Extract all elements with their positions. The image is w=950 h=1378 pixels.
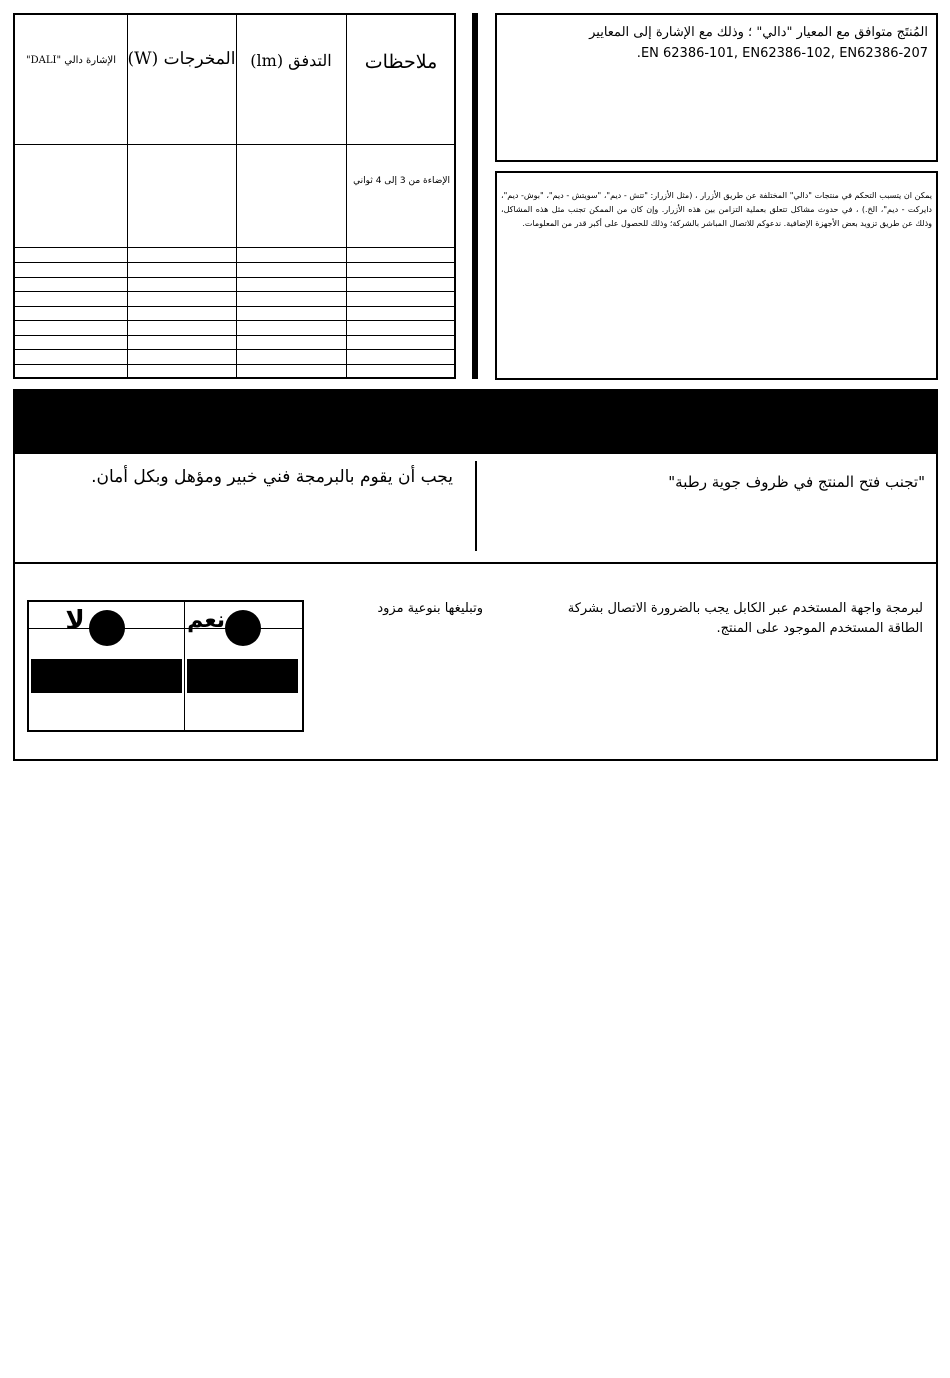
yes-no-divider xyxy=(184,602,185,730)
table-row-divider xyxy=(15,306,454,307)
yes-label: نعم xyxy=(187,608,225,633)
programming-note-line2: الطاقة المستخدم الموجود على المنتج. xyxy=(716,621,923,636)
warning-humidity: "تجنب فتح المنتج في ظروف جوية رطبة" xyxy=(668,473,925,491)
compliance-line2: EN 62386-101, EN62386-102, EN62386-207. xyxy=(636,46,928,61)
programming-note-side: وتبليغها بنوعية مزود xyxy=(377,601,483,616)
table-row-divider xyxy=(15,277,454,278)
black-banner xyxy=(15,391,936,454)
center-divider xyxy=(472,13,478,379)
no-label: لا xyxy=(65,606,85,636)
header-output: المخرجات (W) xyxy=(127,49,236,69)
programming-note-line1: لبرمجة واجهة المستخدم عبر الكابل يجب بالضرورة الاتصال بشركة xyxy=(567,601,923,616)
dali-info-text: يمكن ان يتسبب التحكم في منتجات "دالي" المختلفة عن طريق الأزرار ، (مثل الأزرار: "تتش - ديم"، "سويتش - ديم"، "بوش- ديم"، دايركت - ديم"، الخ.) ، في حدوث مشاكل تتعلق بعملية التزامن بين هذه الأزرار. وإن كان من الممكن تجنب مثل هذه المشاكل، وذلك عن طريق تزويد بعض الأجهزة الإضافية. ندعوكم للاتصال المباشر بالشركة؛ وذلك للحصول على أكبر قدر من المعلومات. xyxy=(501,191,932,228)
warning-divider xyxy=(475,461,477,551)
spec-table xyxy=(13,13,456,379)
table-row-divider xyxy=(15,335,454,336)
table-row-divider xyxy=(15,291,454,292)
no-black-bar xyxy=(31,659,182,693)
yes-black-bar xyxy=(187,659,298,693)
bottom-frame xyxy=(13,389,938,761)
table-row-divider xyxy=(15,144,454,145)
table-row-divider xyxy=(15,262,454,263)
header-dali-signal: الإشارة دالي "DALI" xyxy=(26,55,116,66)
header-flux: التدفق (lm) xyxy=(250,51,332,70)
yes-dot-icon xyxy=(225,610,261,646)
no-dot-icon xyxy=(89,610,125,646)
dali-info-box xyxy=(495,171,938,380)
table-col-divider xyxy=(127,15,128,377)
table-row-divider xyxy=(15,320,454,321)
compliance-line1: المُنتَج متوافق مع المعيار "دالي" ؛ وذلك مع الإشارة إلى المعايير xyxy=(589,25,928,40)
table-row-divider xyxy=(15,349,454,350)
table-row-divider xyxy=(15,247,454,248)
row1-note: الإضاءة من 3 إلى 4 ثواني xyxy=(353,176,450,186)
compliance-box xyxy=(495,13,938,162)
table-row-divider xyxy=(15,364,454,365)
section-divider xyxy=(15,562,936,564)
yes-no-table xyxy=(27,600,304,732)
header-notes: ملاحظات xyxy=(364,51,438,73)
warning-programming-expert: يجب أن يقوم بالبرمجة فني خبير ومؤهل وبكل أمان. xyxy=(91,467,453,487)
